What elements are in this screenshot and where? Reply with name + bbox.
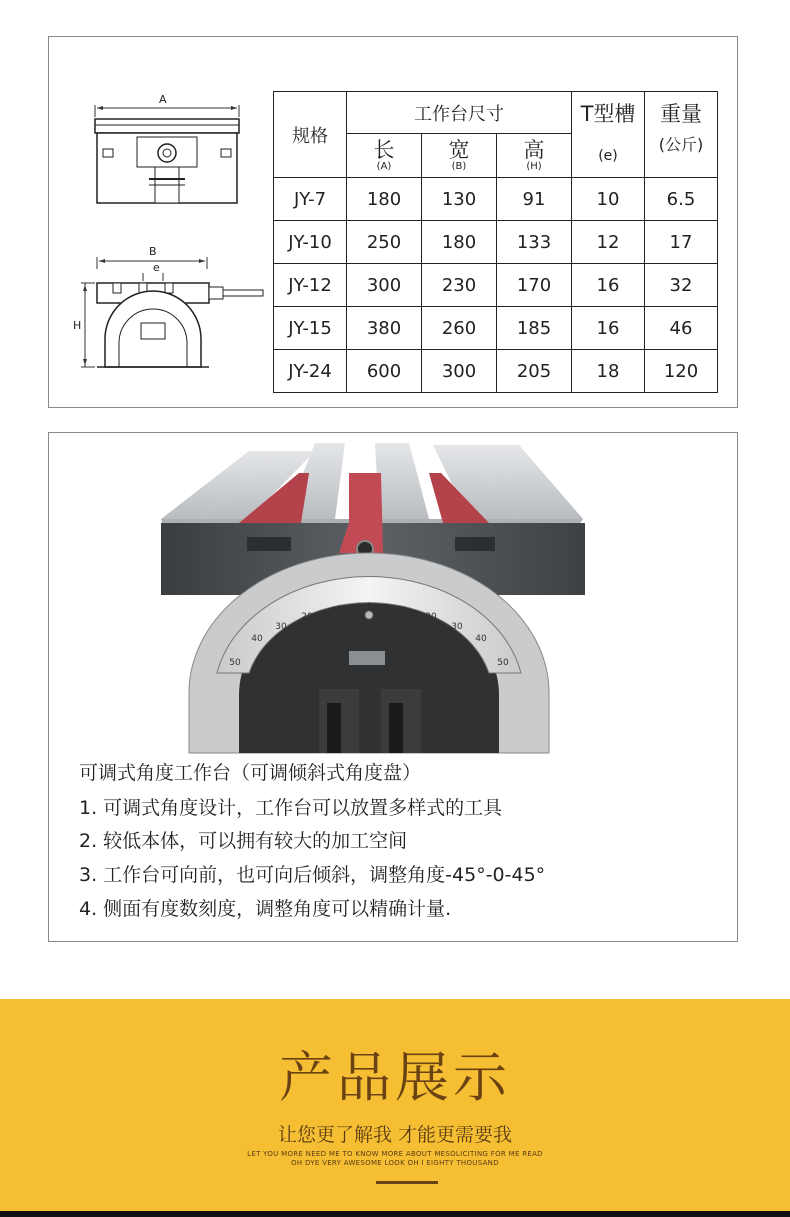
cell-t-slot: 16 [572,264,645,307]
header-weight-cell [645,92,718,178]
cell-width: 230 [422,264,497,307]
cell-height: 205 [497,350,572,393]
cell-length: 380 [347,307,422,350]
cell-width: 300 [422,350,497,393]
cell-length: 250 [347,221,422,264]
banner-subtitle: 让您更了解我 才能更需要我 [277,1124,513,1146]
cell-length: 600 [347,350,422,393]
header-width: 宽 [448,138,470,162]
header-length-cell [347,134,422,178]
cell-height: 185 [497,307,572,350]
banner-underline [376,1181,438,1184]
header-table-size: 工作台尺寸 [347,92,572,134]
cell-weight: 46 [645,307,718,350]
cell-weight: 120 [645,350,718,393]
banner-english-line-1: LET YOU MORE NEED ME TO KNOW MORE ABOUT MESOLICITING FOR ME READ [247,1150,543,1158]
cell-length: 180 [347,178,422,221]
header-t-slot-cell [572,92,645,178]
dial-label: 50 [229,658,241,668]
feature-item: 4. 侧面有度数刻度，调整角度可以精确计量. [79,898,452,920]
cell-model: JY-10 [274,221,347,264]
header-height-unit: (H) [526,161,542,172]
cell-model: JY-24 [274,350,347,393]
header-width-cell [422,134,497,178]
banner-bottom-divider [0,1211,790,1217]
spec-panel [48,36,738,408]
header-height-cell [497,134,572,178]
dial-label: 50 [497,658,509,668]
dim-label-b: B [149,245,157,258]
dim-label-h: H [73,319,82,332]
header-length-unit: (A) [376,161,392,172]
technical-drawing [73,87,289,427]
dial-label: 20 [425,612,437,622]
dial-label: 40 [251,634,263,644]
dial-label: 0 [366,602,372,612]
header-height: 高 [523,138,545,162]
feature-item: 2. 较低本体，可以拥有较大的加工空间 [79,830,408,852]
spec-table [273,91,718,393]
banner-english-line-2: OH DYE VERY AWESOME LOOK OH I EIGHTY THOUSAND [291,1159,499,1167]
header-t-slot-unit: (e) [598,148,618,164]
dim-label-e: e [153,261,160,274]
header-model: 规格 [274,92,347,178]
header-width-unit: (B) [451,161,467,172]
dim-label-a: A [159,93,167,106]
cell-height: 91 [497,178,572,221]
product-showcase-banner [0,999,790,1217]
dial-label: 10 [331,606,343,616]
header-t-slot: T型槽 [580,102,636,126]
cell-length: 300 [347,264,422,307]
cell-width: 180 [422,221,497,264]
cell-model: JY-7 [274,178,347,221]
header-weight-unit: (公斤) [658,135,704,154]
table-row [274,178,718,221]
cell-width: 130 [422,178,497,221]
cell-model: JY-12 [274,264,347,307]
cell-height: 133 [497,221,572,264]
cell-width: 260 [422,307,497,350]
cell-height: 170 [497,264,572,307]
cell-t-slot: 10 [572,178,645,221]
feature-item: 1. 可调式角度设计，工作台可以放置多样式的工具 [79,797,503,819]
header-weight: 重量 [660,102,702,126]
table-row [274,221,718,264]
cell-t-slot: 18 [572,350,645,393]
dial-label: 30 [275,622,287,632]
banner-title: 产品展示 [279,1046,511,1109]
cell-model: JY-15 [274,307,347,350]
dial-label: 10 [395,606,407,616]
feature-item: 3. 工作台可向前，也可向后倾斜，调整角度-45°-0-45° [79,864,546,886]
dial-label: 30 [451,622,463,632]
cell-t-slot: 12 [572,221,645,264]
product-image [49,433,737,763]
dial-label: 20 [301,612,313,622]
cell-weight: 6.5 [645,178,718,221]
header-length: 长 [373,138,395,162]
product-panel [48,432,738,942]
cell-weight: 17 [645,221,718,264]
dial-label: 40 [475,634,487,644]
table-row [274,307,718,350]
table-row [274,350,718,393]
product-title: 可调式角度工作台（可调倾斜式角度盘） [79,762,422,784]
cell-weight: 32 [645,264,718,307]
table-row [274,264,718,307]
cell-t-slot: 16 [572,307,645,350]
